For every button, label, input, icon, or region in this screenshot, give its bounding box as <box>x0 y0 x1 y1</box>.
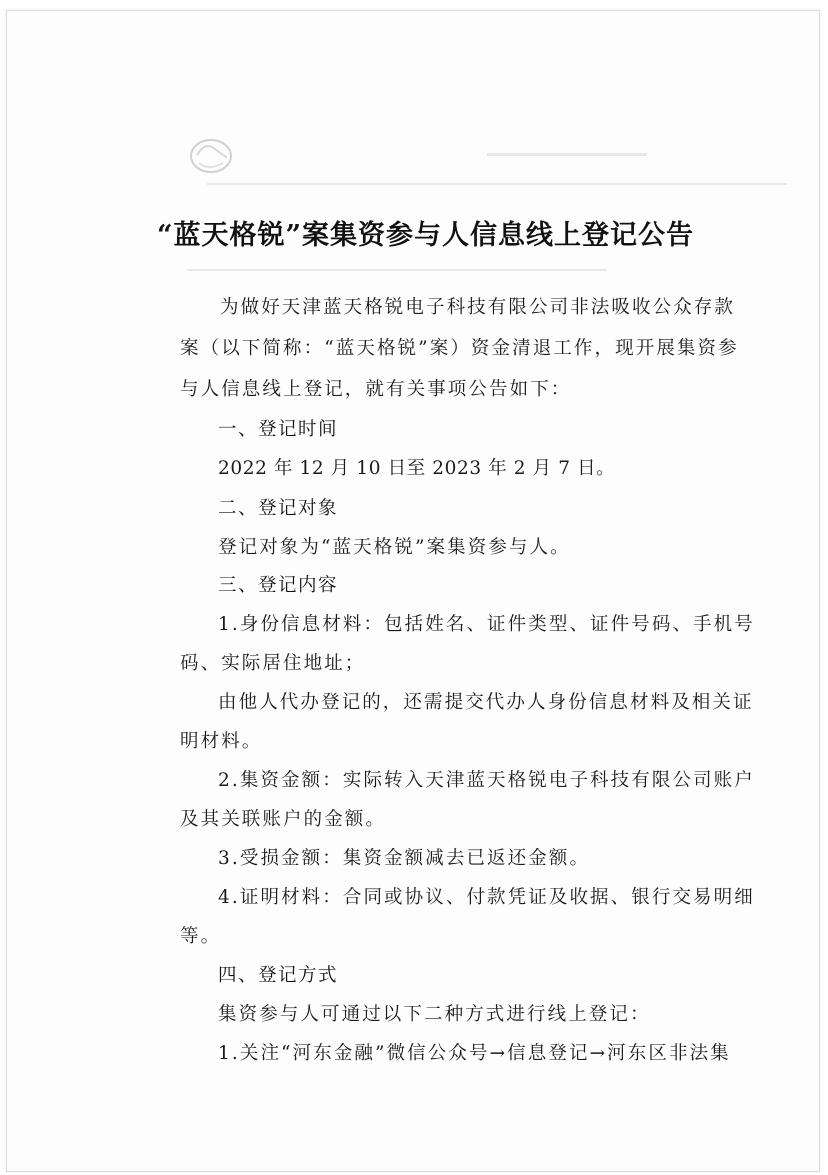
section-heading-content: 三、登记内容 <box>218 575 339 596</box>
intro-line: 与人信息线上登记，就有关事项公告如下： <box>180 379 572 400</box>
content-item-1-note: 明材料。 <box>180 731 263 752</box>
section-heading-time: 一、登记时间 <box>218 419 339 440</box>
content-item-1: 1.身份信息材料：包括姓名、证件类型、证件号码、手机号 <box>218 614 755 635</box>
section-body-target: 登记对象为“蓝天格锐”案集资参与人。 <box>218 537 571 558</box>
show-through-line <box>187 269 607 271</box>
notice-title: “蓝天格锐”案集资参与人信息线上登记公告 <box>157 220 695 251</box>
content-item-1-note: 由他人代办登记的，还需提交代办人身份信息材料及相关证 <box>218 692 754 713</box>
show-through-line <box>487 153 647 156</box>
section-body-time: 2022 年 12 月 10 日至 2023 年 2 月 7 日。 <box>218 458 616 479</box>
show-through-line <box>207 183 787 185</box>
content-item-2: 2.集资金额：实际转入天津蓝天格锐电子科技有限公司账户 <box>218 770 755 791</box>
section-heading-method: 四、登记方式 <box>218 965 339 986</box>
intro-line: 为做好天津蓝天格锐电子科技有限公司非法吸收公众存款 <box>220 297 736 318</box>
seal-mark <box>185 133 237 179</box>
content-item-4: 等。 <box>180 926 222 947</box>
content-item-2: 及其关联账户的金额。 <box>180 809 387 830</box>
intro-line: 案（以下简称：“蓝天格锐”案）资金清退工作，现开展集资参 <box>180 338 739 359</box>
content-item-1: 码、实际居住地址； <box>180 653 366 674</box>
method-item-1: 1.关注“河东金融”微信公众号→信息登记→河东区非法集 <box>218 1043 731 1064</box>
paper-sheet <box>6 10 820 1172</box>
content-item-4: 4.证明材料：合同或协议、付款凭证及收据、银行交易明细 <box>218 887 755 908</box>
section-body-method: 集资参与人可通过以下二种方式进行线上登记： <box>218 1004 651 1025</box>
section-heading-target: 二、登记对象 <box>218 498 339 519</box>
content-item-3: 3.受损金额：集资金额减去已返还金额。 <box>218 848 591 869</box>
